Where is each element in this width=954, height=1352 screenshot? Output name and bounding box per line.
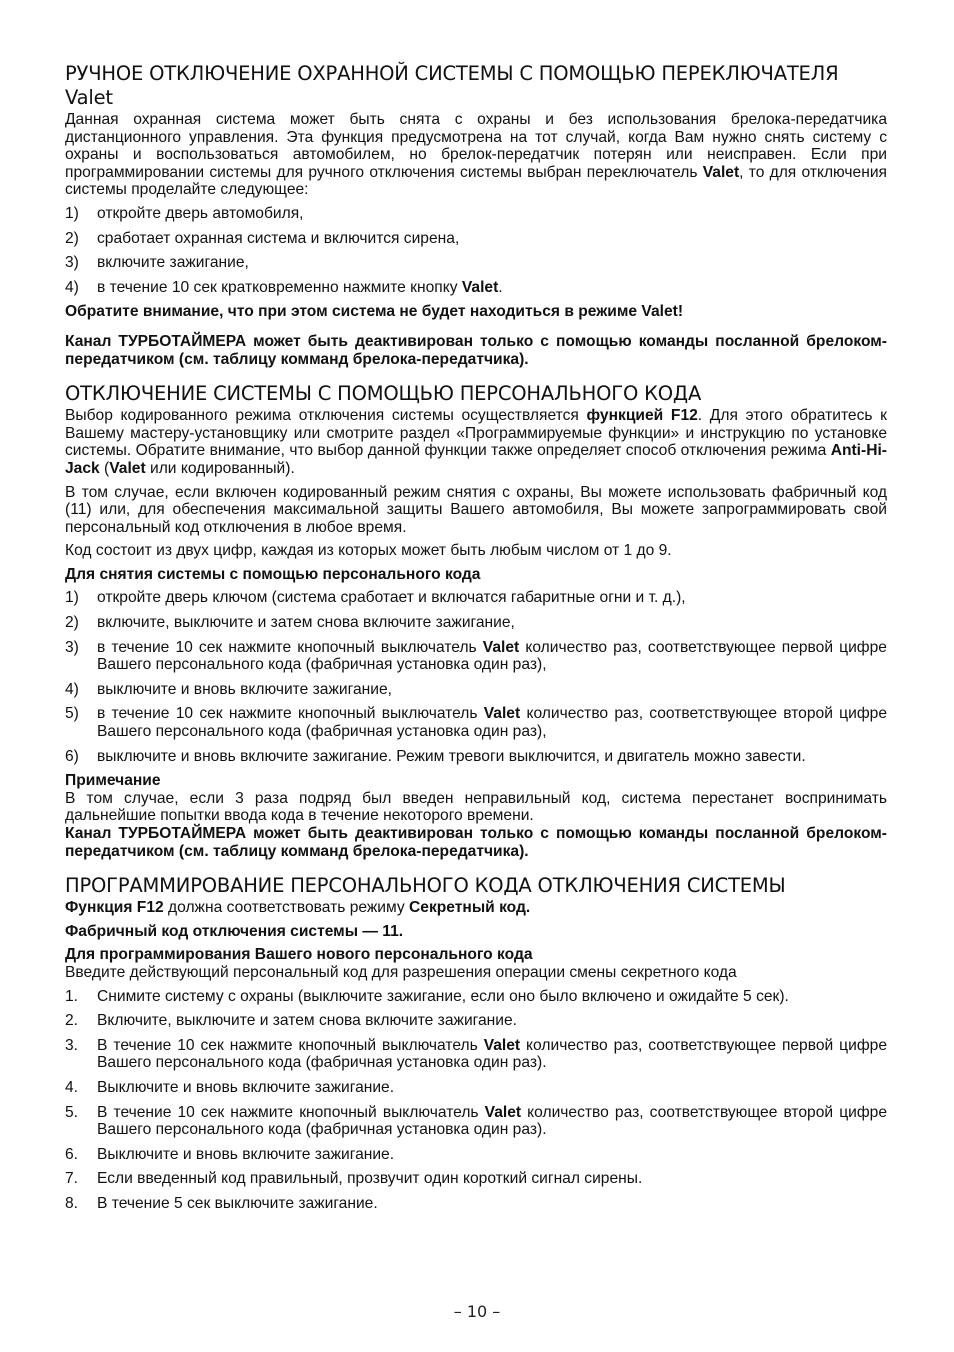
text-bold: Valet [109,459,146,477]
list-item [65,705,887,740]
list-item [65,1170,887,1188]
paragraph [65,899,887,917]
section-title: ОТКЛЮЧЕНИЕ СИСТЕМЫ С ПОМОЩЬЮ ПЕРСОНАЛЬНОГО КОДА [65,382,702,406]
list-number: 5. [65,1103,79,1121]
text: В течение 10 сек нажмите кнопочный выключатель [97,1036,484,1054]
text: ( [99,459,110,477]
list-item [65,589,887,607]
note: Обратите внимание, что при этом система не будет находиться в режиме Valet! [65,303,684,321]
list-item [65,639,887,674]
text: Если введенный код правильный, прозвучит один короткий сигнал сирены. [97,1170,643,1188]
text: , то для отключения системы проделайте следующее: [65,163,887,199]
text-bold: Valet [484,1103,522,1121]
list-item [65,254,887,272]
list-item [65,205,887,223]
text: выключите и вновь включите зажигание, [97,680,392,698]
list-text [97,748,887,766]
text: количество раз, соответствующее первой цифре Вашего персонального кода (фабричная установка один раз), [97,638,887,674]
subheading: Для программирования Вашего нового персонального кода [65,946,533,964]
paragraph [65,111,887,199]
list-number: 7. [65,1170,79,1188]
list-text [97,614,887,632]
section-personal-code [65,382,887,860]
text-bold: функцией F12 [586,407,698,425]
text: в течение 10 сек нажмите кнопочный выключатель [97,638,483,656]
text: Снимите систему с охраны (выключите зажигание, если оно было включено и ожидайте 5 сек). [97,987,789,1005]
list-item [65,1104,887,1139]
page-number: – 10 – [453,1302,501,1321]
text-bold: Anti-Hi-Jack [65,442,887,477]
text-bold: Valet [483,1036,521,1054]
list-number: 6. [65,1145,79,1163]
text: Включите, выключите и затем снова включите зажигание. [97,1012,517,1030]
list-number: 4) [65,680,79,698]
list-item [65,1037,887,1072]
text: В течение 10 сек нажмите кнопочный выключатель [97,1103,485,1121]
list-number: 4) [65,278,79,296]
list-text [97,589,887,607]
list-item [65,1146,887,1164]
paragraph: Код состоит из двух цифр, каждая из которых может быть любым числом от 1 до 9. [65,542,672,560]
list-text [97,705,887,740]
subheading: Для снятия системы с помощью персонального кода [65,565,481,583]
paragraph: Введите действующий персональный код для разрешения операции смены секретного кода [65,963,737,981]
list-text [97,230,887,248]
list-number: 2) [65,229,79,247]
document-page [65,62,887,1220]
text-bold: Valet [482,638,520,656]
list-number: 5) [65,705,79,723]
text: включите зажигание, [97,254,249,272]
list-item [65,988,887,1006]
list-text [97,1037,887,1072]
section-manual-disarm [65,62,887,368]
steps-list [65,589,887,765]
text: . Для этого обратитесь к Вашему мастеру-установщику или смотрите раздел «Программируемые функции» и инструкцию по установке системы. Обратите внимание, что выбор данной функции также определяет способ отключения режима [65,407,888,460]
text-bold: Valet [702,163,740,181]
text: откройте дверь автомобиля, [97,204,304,222]
note: Канал ТУРБОТАЙМЕРА может быть деактивирован только с помощью команды посланной брелоком-передатчиком (см. таблицу комманд брелока-передатчика). [65,825,887,860]
text: Выключите и вновь включите зажигание. [97,1078,395,1096]
text: Выключите и вновь включите зажигание. [97,1145,395,1163]
list-number: 3) [65,254,79,272]
list-text [97,1012,887,1030]
steps-list [65,205,887,296]
steps-list [65,988,887,1213]
text: . [498,278,503,296]
note-heading: Примечание [65,772,161,790]
text: откройте дверь ключом (система сработает и включатся габаритные огни и т. д.), [97,589,686,607]
list-number: 4. [65,1078,79,1096]
paragraph [65,407,887,477]
list-text [97,639,887,674]
list-text [97,1146,887,1164]
list-number: 2) [65,614,79,632]
list-number: 8. [65,1194,79,1212]
text: выключите и вновь включите зажигание. Режим тревоги выключится, и двигатель можно завести. [97,747,806,765]
note: Канал ТУРБОТАЙМЕРА может быть деактивирован только с помощью команды посланной брелоком-передатчиком (см. таблицу комманд брелока-передатчика). [65,332,887,368]
list-number: 3) [65,638,79,656]
text-bold: Секретный код. [409,899,531,917]
text: сработает охранная система и включится сирена, [97,229,460,247]
text: должна соответствовать режиму [163,899,410,917]
list-text [97,1195,887,1213]
list-text [97,681,887,699]
list-number: 3. [65,1036,79,1054]
list-item [65,614,887,632]
list-number: 6) [65,747,79,765]
section-title: РУЧНОЕ ОТКЛЮЧЕНИЕ ОХРАННОЙ СИСТЕМЫ С ПОМОЩЬЮ ПЕРЕКЛЮЧАТЕЛЯ Valet [65,62,839,109]
text-bold: Valet [461,278,499,296]
list-text [97,1104,887,1139]
list-text [97,279,887,297]
factory-code: Фабричный код отключения системы — 11. [65,922,404,940]
list-text [97,1170,887,1188]
text: в течение 10 сек нажмите кнопочный выключатель [97,705,484,723]
text: включите, выключите и затем снова включите зажигание, [97,614,515,632]
list-text [97,254,887,272]
list-item [65,279,887,297]
list-number: 1) [65,589,79,607]
text: количество раз, соответствующее второй цифре Вашего персонального кода (фабричная установка один раз), [97,705,887,741]
list-item [65,1195,887,1213]
list-text [97,205,887,223]
list-number: 1. [65,987,79,1005]
list-item [65,230,887,248]
paragraph: В том случае, если включен кодированный режим снятия с охраны, Вы можете использовать фабричный код (11) или, для обеспечения максимальной защиты Вашего автомобиля, Вы можете запрограммировать свой персональный код отключения в любое время. [65,483,887,536]
list-number: 2. [65,1012,79,1030]
list-item [65,1079,887,1097]
text: Выбор кодированного режима отключения системы осуществляется [65,407,587,425]
list-item [65,1012,887,1030]
text: в течение 10 сек кратковременно нажмите кнопку [97,278,462,296]
text: количество раз, соответствующее второй цифре Вашего персонального кода (фабричная установка один раз). [97,1103,888,1139]
text-bold: Valet [483,705,521,723]
list-item [65,681,887,699]
text-bold: Функция F12 [65,899,164,917]
text: В течение 5 сек выключите зажигание. [97,1194,378,1212]
section-programming [65,874,887,1212]
section-title: ПРОГРАММИРОВАНИЕ ПЕРСОНАЛЬНОГО КОДА ОТКЛЮЧЕНИЯ СИСТЕМЫ [65,874,786,898]
paragraph: В том случае, если 3 раза подряд был введен неправильный код, система перестанет воспринимать дальнейшие попытки ввода кода в течение некоторого времени. [65,789,887,825]
list-text [97,988,887,1006]
text: или кодированный). [145,459,295,477]
text: количество раз, соответствующее первой цифре Вашего персонального кода (фабричная установка один раз). [97,1036,887,1072]
text: Данная охранная система может быть снята с охраны и без использования брелока-передатчика дистанционного управления. Эта функция предусмотрена на тот случай, когда Вам нужно снять систему с охраны и воспользоваться автомобилем, но брелок-передатчик потерян или неисправен. Если при программировании системы для ручного отключения системы выбран переключатель [65,111,887,181]
list-text [97,1079,887,1097]
list-item [65,748,887,766]
list-number: 1) [65,204,79,222]
